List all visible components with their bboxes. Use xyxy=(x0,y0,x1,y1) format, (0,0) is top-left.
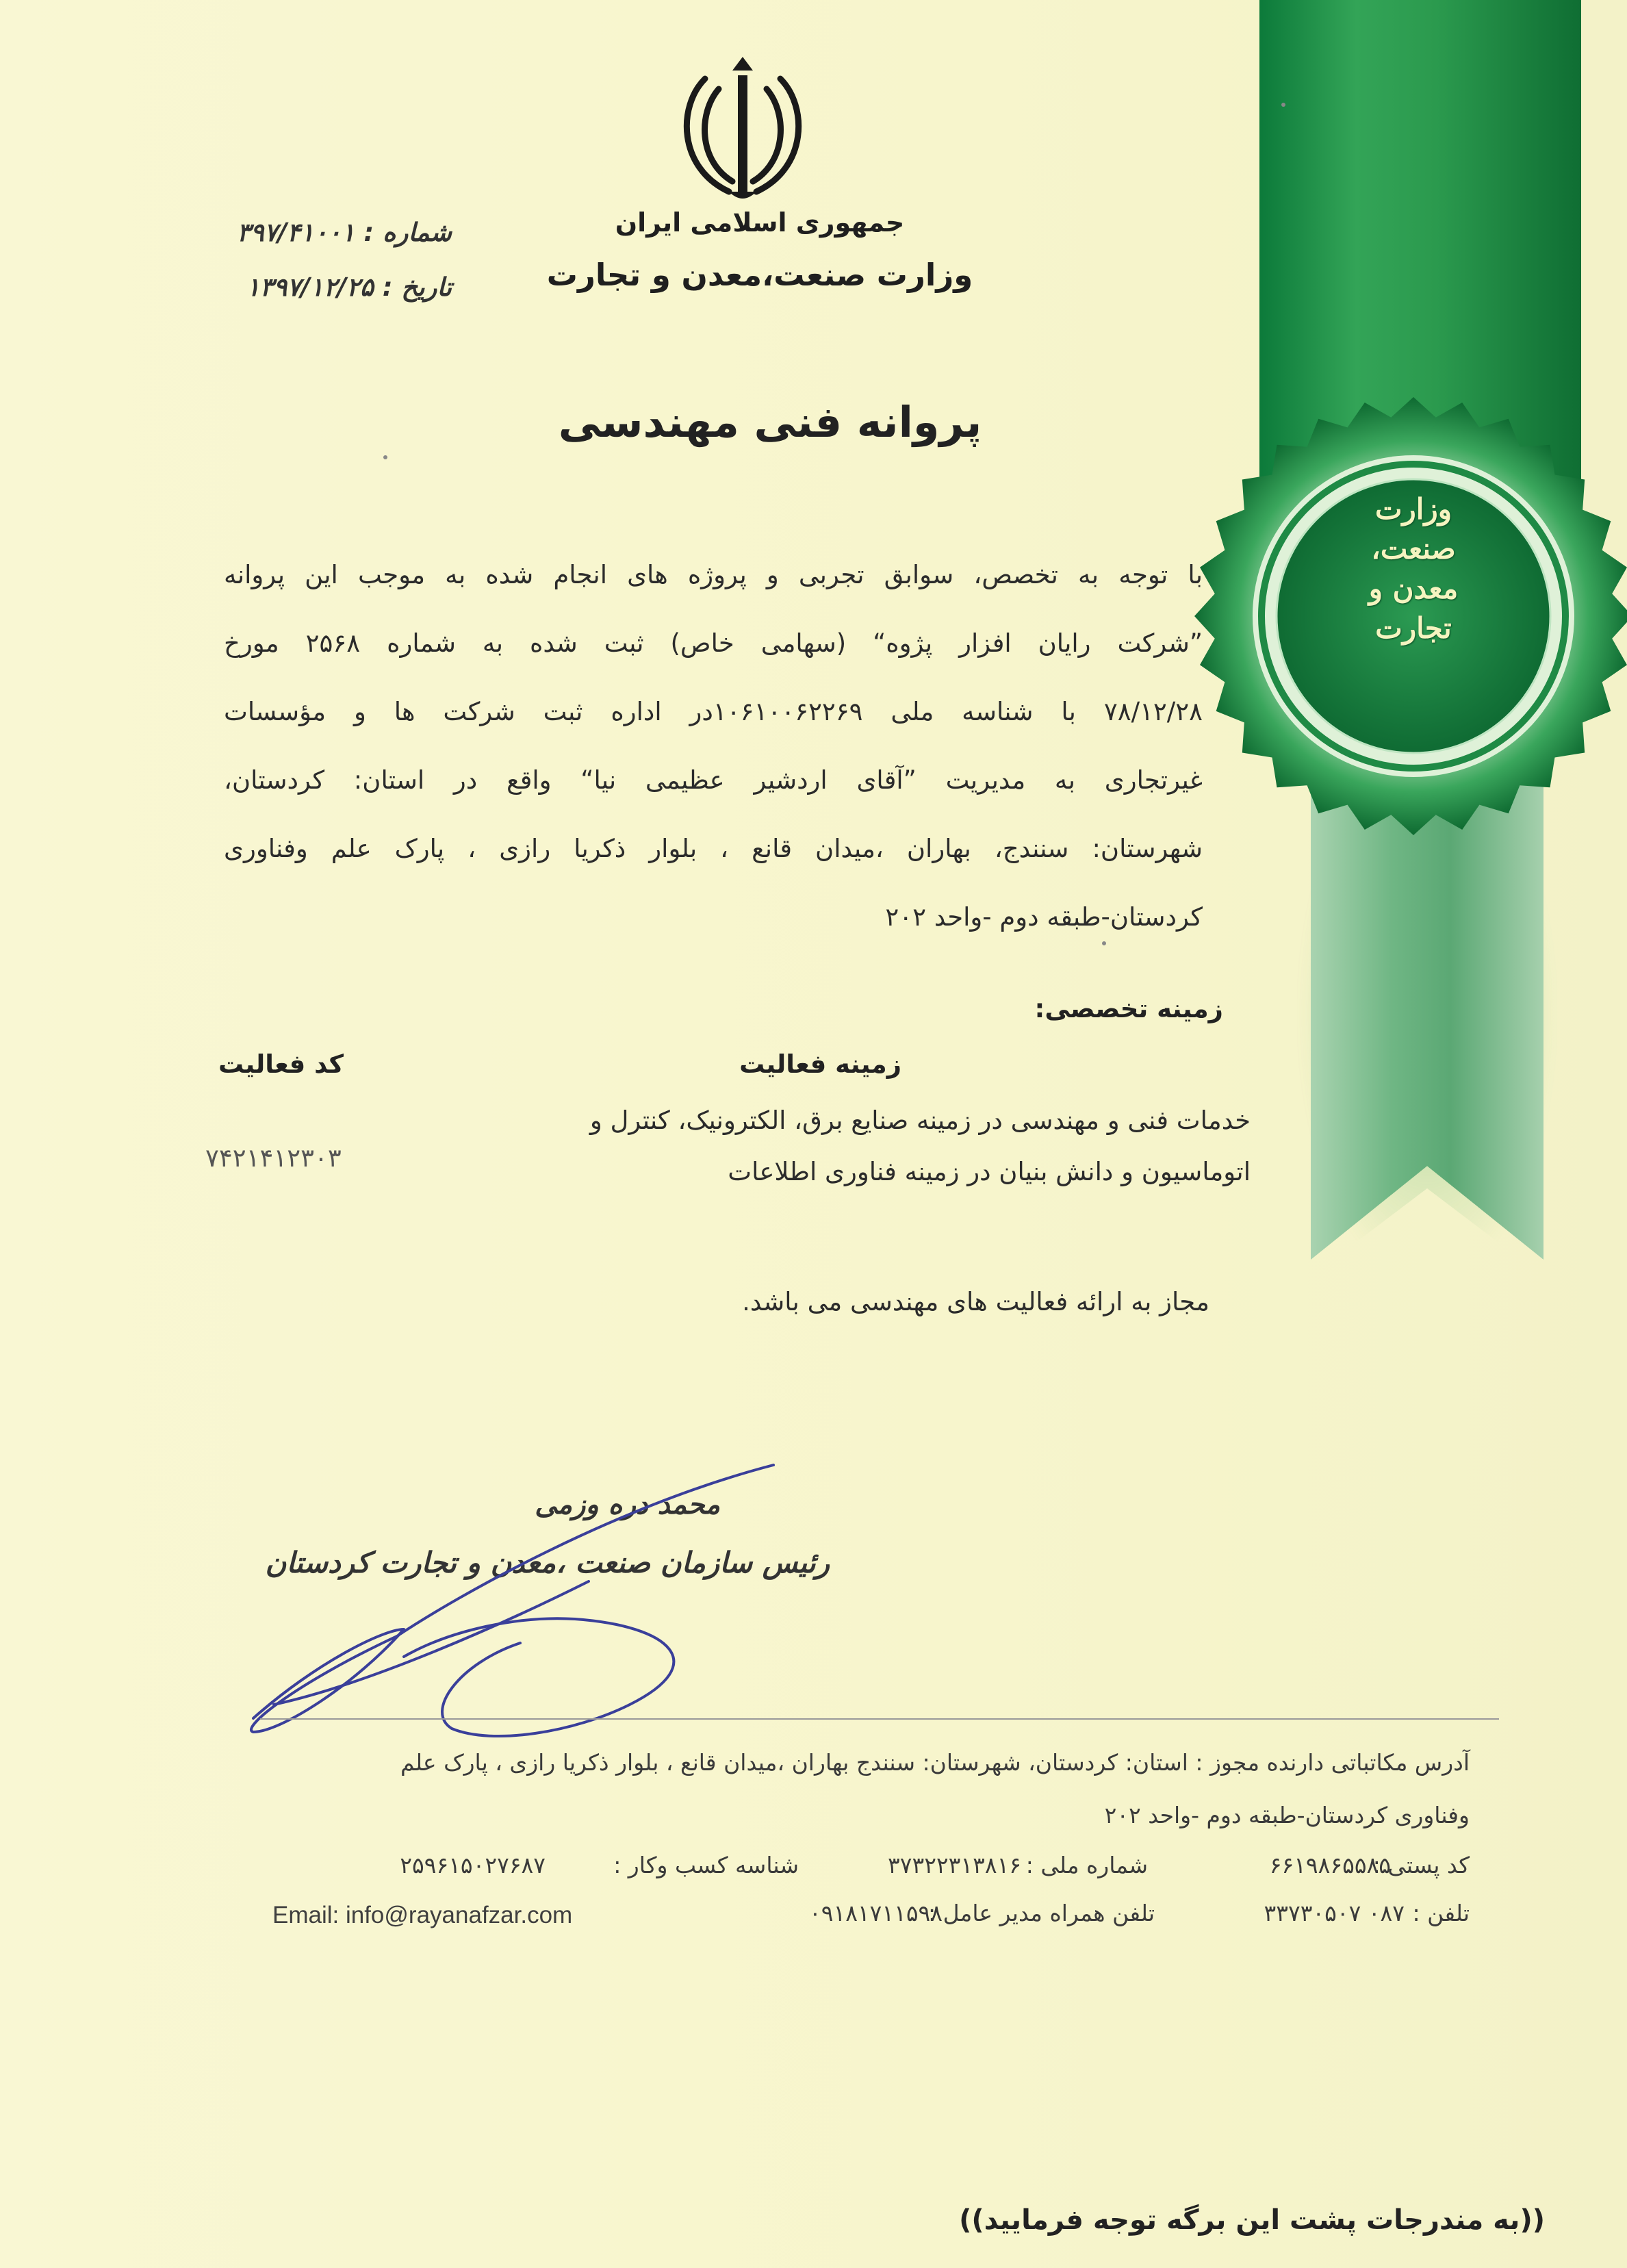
activity-code: ۷۴۲۱۴۱۲۳۰۳ xyxy=(205,1143,342,1173)
national-id-label: شماره ملی : xyxy=(1025,1852,1148,1878)
body-line: ۷۸/۱۲/۲۸ با شناسه ملی ۱۰۶۱۰۰۶۲۲۶۹در اداره ثبت شرکت ها و مؤسسات xyxy=(224,697,1203,726)
phone-label: تلفن : xyxy=(1412,1900,1470,1926)
scan-speck xyxy=(1281,103,1285,107)
body-line: با توجه به تخصص، سوابق تجربی و پروژه های انجام شده به موجب این پروانه xyxy=(224,560,1203,589)
body-line: شهرستان: سنندج، بهاران ،میدان قانع ، بلوار ذکریا رازی ، پارک علم وفناوری xyxy=(224,834,1203,863)
document-title: پروانه فنی مهندسی xyxy=(558,397,982,447)
postal-code: ۶۶۱۹۸۶۵۵۸۵ xyxy=(1269,1852,1391,1878)
postal-code-label: کد پستی : xyxy=(1372,1852,1470,1878)
handwritten-signature xyxy=(233,1458,780,1746)
country-heading: جمهوری اسلامی ایران xyxy=(615,207,905,238)
letter-number: شماره : ۳۹۷/۴۱۰۰۱ xyxy=(237,218,452,247)
body-line: غیرتجاری به مدیریت ”آقای اردشیر عظیمی نیا“ واقع در استان: کردستان، xyxy=(224,765,1203,795)
seal-line: صنعت، xyxy=(1371,532,1456,565)
activity-line: خدمات فنی و مهندسی در زمینه صنایع برق، الکترونیک، کنترل و xyxy=(589,1106,1251,1135)
ceo-mobile-label: تلفن همراه مدیر عامل : xyxy=(928,1900,1155,1926)
business-id-label: شناسه کسب وکار : xyxy=(613,1852,799,1878)
address-line: آدرس مکاتباتی دارنده مجوز : استان: کردستان، شهرستان: سنندج بهاران ،میدان قانع ، بلوار ذکریا رازی ، پارک علم xyxy=(400,1749,1470,1776)
email-address: Email: info@rayanafzar.com xyxy=(272,1902,573,1928)
code-column-header: کد فعالیت xyxy=(218,1049,344,1079)
specialty-heading: زمینه تخصصی: xyxy=(1034,994,1223,1023)
business-id: ۲۵۹۶۱۵۰۲۷۶۸۷ xyxy=(400,1852,546,1878)
seal-text xyxy=(1294,489,1533,648)
body-line: کردستان-طبقه دوم -واحد ۲۰۲ xyxy=(885,902,1203,932)
phone-number: ۰۸۷ ۳۳۷۳۰۵۰۷ xyxy=(1264,1900,1405,1926)
scan-speck xyxy=(383,455,387,459)
national-id: ۳۷۳۲۲۳۱۳۸۱۶ xyxy=(888,1852,1021,1878)
signatory-name: محمد دره وزمی xyxy=(535,1489,720,1520)
signatory-title: رئیس سازمان صنعت ،معدن و تجارت کردستان xyxy=(265,1546,830,1579)
scan-speck xyxy=(1102,941,1106,945)
letter-date: تاریخ : ۱۳۹۷/۱۲/۲۵ xyxy=(246,272,452,302)
ministry-heading: وزارت صنعت،معدن و تجارت xyxy=(546,257,973,293)
activity-column-header: زمینه فعالیت xyxy=(739,1049,901,1079)
activity-line: اتوماسیون و دانش بنیان در زمینه فناوری اطلاعات xyxy=(728,1157,1251,1186)
body-line: ”شرکت رایان افزار پژوه“ (سهامی خاص) ثبت شده به شماره ۲۵۶۸ مورخ xyxy=(224,628,1203,658)
address-line: وفناوری کردستان-طبقه دوم -واحد ۲۰۲ xyxy=(1104,1802,1470,1829)
iran-emblem-icon xyxy=(664,51,821,209)
seal-line: معدن و xyxy=(1368,572,1459,605)
seal-line: تجارت xyxy=(1375,611,1452,645)
authorization-statement: مجاز به ارائه فعالیت های مهندسی می باشد. xyxy=(742,1287,1209,1316)
ceo-mobile-number: ۰۹۱۸۱۷۱۱۵۹۸ xyxy=(809,1900,943,1926)
back-page-notice: ((به مندرجات پشت این برگه توجه فرمایید)) xyxy=(959,2204,1545,2236)
seal-line: وزارت xyxy=(1374,492,1452,526)
footer-divider xyxy=(260,1718,1499,1720)
